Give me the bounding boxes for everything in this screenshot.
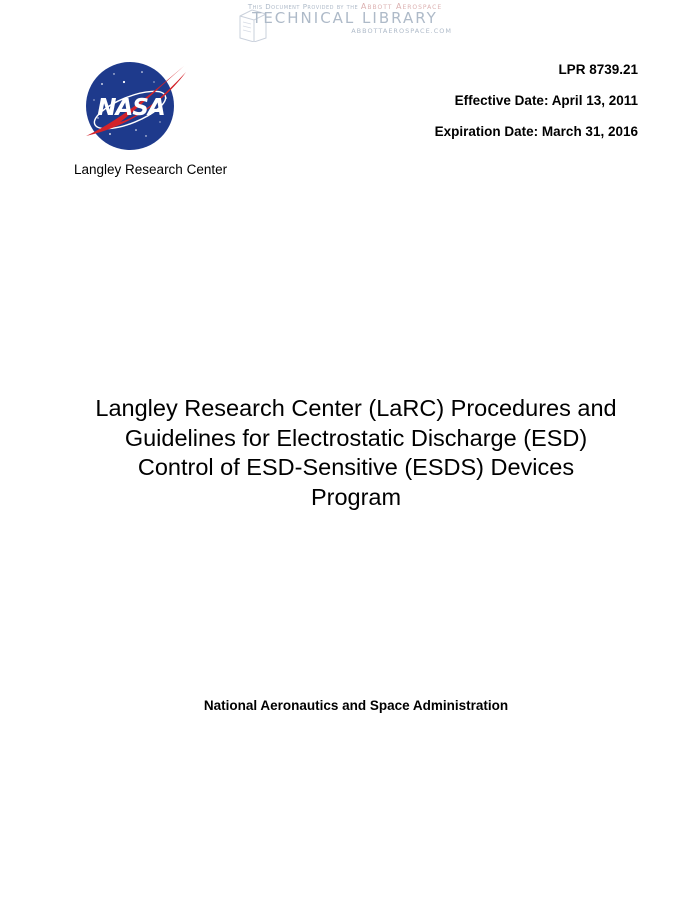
title-line-1: Langley Research Center (LaRC) Procedures and (95, 395, 617, 421)
watermark-brand: Abbott Aerospace (360, 2, 443, 11)
title-line-3: Control of ESD-Sensitive (ESDS) Devices (137, 454, 575, 480)
document-number: LPR 8739.21 (558, 62, 638, 77)
title-line-2: Guidelines for Electrostatic Discharge (ESD) (124, 424, 588, 451)
center-name: Langley Research Center (74, 162, 228, 177)
watermark-provider: This Document Provided by the Abbott Aerospace (247, 2, 443, 11)
nasa-logo (80, 60, 190, 152)
watermark (236, 2, 454, 46)
nasa-logo-text: NASA (97, 95, 165, 121)
expiration-date: Expiration Date: March 31, 2016 (434, 124, 638, 139)
document-title (40, 394, 672, 512)
agency-name: National Aeronautics and Space Administration (203, 698, 509, 713)
document-metadata (435, 62, 638, 155)
effective-date: Effective Date: April 13, 2011 (454, 93, 638, 108)
watermark-url: ABBOTTAEROSPACE.COM (351, 27, 452, 35)
watermark-title: TECHNICAL LIBRARY (252, 9, 438, 27)
title-line-4: Program (310, 483, 402, 510)
